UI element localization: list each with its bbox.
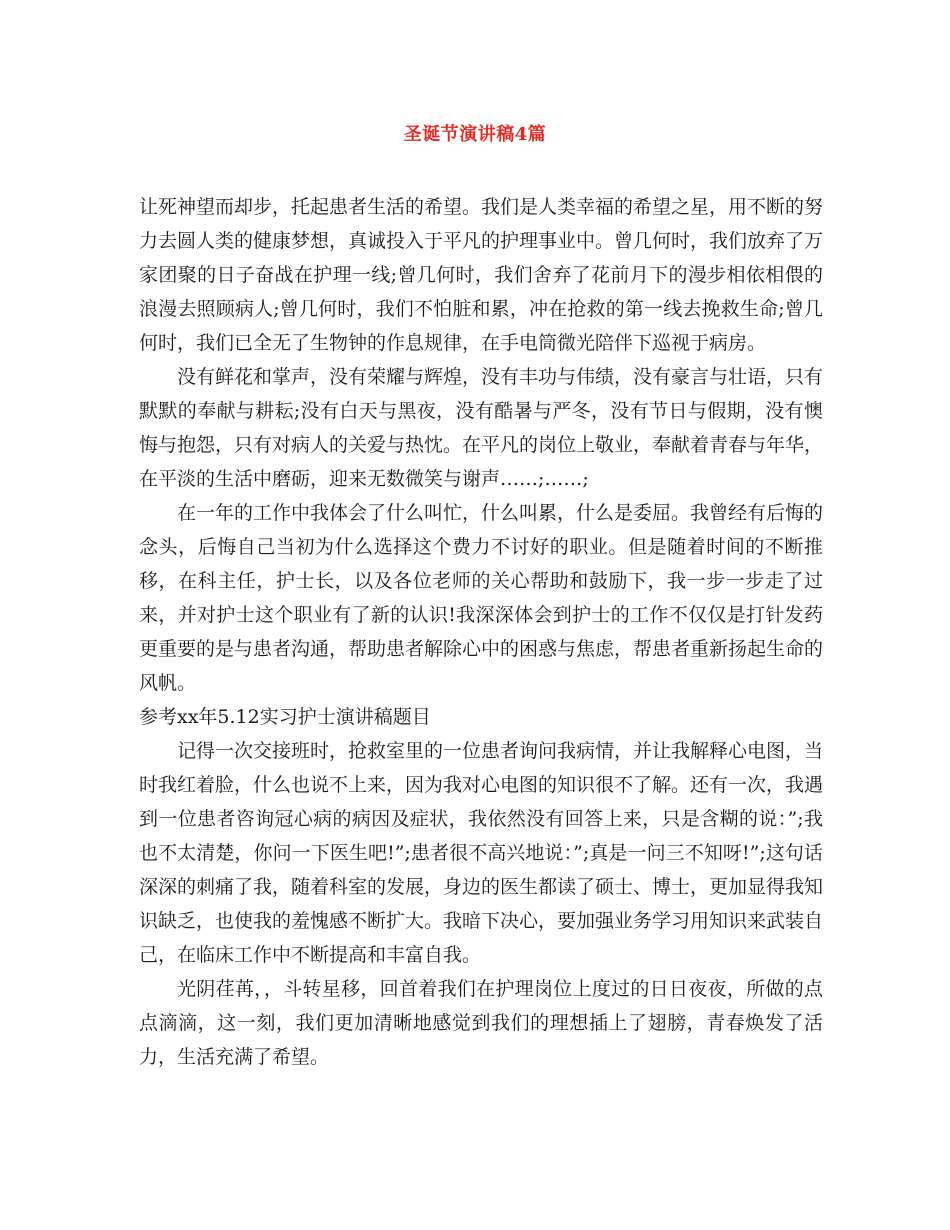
document-title: 圣诞节演讲稿4篇 [403,124,547,145]
section-heading: 参考xx年5.12实习护士演讲稿题目 [139,706,431,728]
paragraph-5: 光阴荏苒，，斗转星移，回首着我们在护理岗位上度过的日日夜夜，所做的点点滴滴，这一刻，我们更加清晰地感觉到我们的理想插上了翅膀，青春焕发了活力，生活充满了希望。 [139,978,823,1068]
paragraph-1: 让死神望而却步，托起患者生活的希望。我们是人类幸福的希望之星，用不断的努力去圆人类的健康梦想，真诚投入于平凡的护理事业中。曾几何时，我们放弃了万家团聚的日子奋战在护理一线;曾几何时，我们舍弃了花前月下的漫步相依相偎的浪漫去照顾病人;曾几何时，我们不怕脏和累，冲在抢救的第一线去挽救生命;曾几何时，我们已全无了生物钟的作息规律，在手电筒微光陪伴下巡视于病房。 [139,196,824,354]
paragraph-4: 记得一次交接班时，抢救室里的一位患者询问我病情，并让我解释心电图，当时我红着脸，什么也说不上来，因为我对心电图的知识很不了解。还有一次，我遇到一位患者咨询冠心病的病因及症状，我依然没有回答上来，只是含糊的说：”;我也不太清楚，你问一下医生吧!”;患者很不高兴地说：”;真是一问三不知呀!”;这句话深深的刺痛了我，随着科室的发展，身边的医生都读了硕士、博士，更加显得我知识缺乏，也使我的羞愧感不断扩大。我暗下决心，要加强业务学习用知识来武装自己，在临床工作中不断提高和丰富自我。 [139,740,824,966]
paragraph-3: 在一年的工作中我体会了什么叫忙，什么叫累，什么是委屈。我曾经有后悔的念头，后悔自己当初为什么选择这个费力不讨好的职业。但是随着时间的不断推移，在科主任，护士长，以及各位老师的关心帮助和鼓励下，我一步一步走了过来，并对护士这个职业有了新的认识!我深深体会到护士的工作不仅仅是打针发药更重要的是与患者沟通，帮助患者解除心中的困惑与焦虑，帮患者重新扬起生命的风帆。 [139,502,824,694]
document-body [139,190,823,1074]
paragraph-2: 没有鲜花和掌声，没有荣耀与辉煌，没有丰功与伟绩，没有豪言与壮语，只有默默的奉献与耕耘;没有白天与黑夜，没有酷暑与严冬，没有节日与假期，没有懊悔与抱怨，只有对病人的关爱与热忱。在平凡的岗位上敬业，奉献着青春与年华，在平淡的生活中磨砺，迎来无数微笑与谢声……;……; [139,366,824,490]
